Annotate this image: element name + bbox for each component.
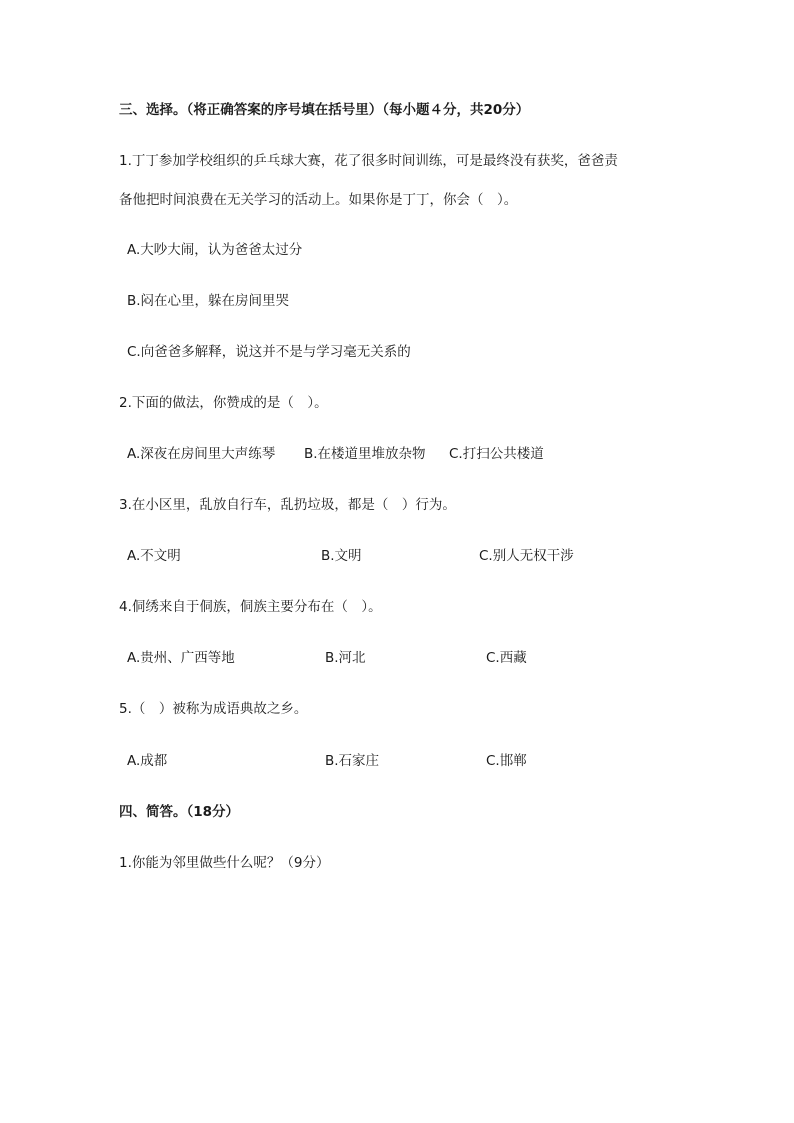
question-5-option-a: A.成都	[127, 753, 168, 769]
question-1-line-2: 备他把时间浪费在无关学习的活动上。如果你是丁丁，你会（ ）。	[119, 192, 518, 208]
question-4-option-c: C.西藏	[486, 650, 527, 666]
question-1-option-a: A.大吵大闹，认为爸爸太过分	[127, 242, 303, 258]
question-5-option-c: C.邯郸	[486, 753, 527, 769]
question-1-option-c: C.向爸爸多解释，说这并不是与学习毫无关系的	[127, 344, 411, 360]
question-4-text: 4.侗绣来自于侗族，侗族主要分布在（ ）。	[119, 599, 382, 615]
section-4-question-1-text: 1.你能为邻里做些什么呢？（9分）	[119, 855, 330, 871]
question-4-option-a: A.贵州、广西等地	[127, 650, 235, 666]
question-4-option-b: B.河北	[325, 650, 366, 666]
section-3-heading: 三、选择。（将正确答案的序号填在括号里）（每小题４分，共20分）	[119, 102, 530, 118]
question-3-option-a: A.不文明	[127, 548, 181, 564]
question-5-option-b: B.石家庄	[325, 753, 380, 769]
question-2-text: 2.下面的做法，你赞成的是（ ）。	[119, 395, 328, 411]
question-3-text: 3.在小区里，乱放自行车，乱扔垃圾，都是（ ）行为。	[119, 497, 456, 513]
question-1-line-1: 1.丁丁参加学校组织的乒乓球大赛，花了很多时间训练，可是最终没有获奖，爸爸责	[119, 153, 618, 169]
question-5-text: 5.（ ）被称为成语典故之乡。	[119, 701, 308, 717]
question-2-option-c: C.打扫公共楼道	[449, 446, 544, 462]
question-3-option-c: C.别人无权干涉	[479, 548, 574, 564]
question-3-option-b: B.文明	[321, 548, 362, 564]
question-2-option-b: B.在楼道里堆放杂物	[304, 446, 426, 462]
section-4-heading: 四、简答。（18分）	[119, 804, 240, 820]
question-2-option-a: A.深夜在房间里大声练琴	[127, 446, 276, 462]
question-1-option-b: B.闷在心里，躲在房间里哭	[127, 293, 290, 309]
